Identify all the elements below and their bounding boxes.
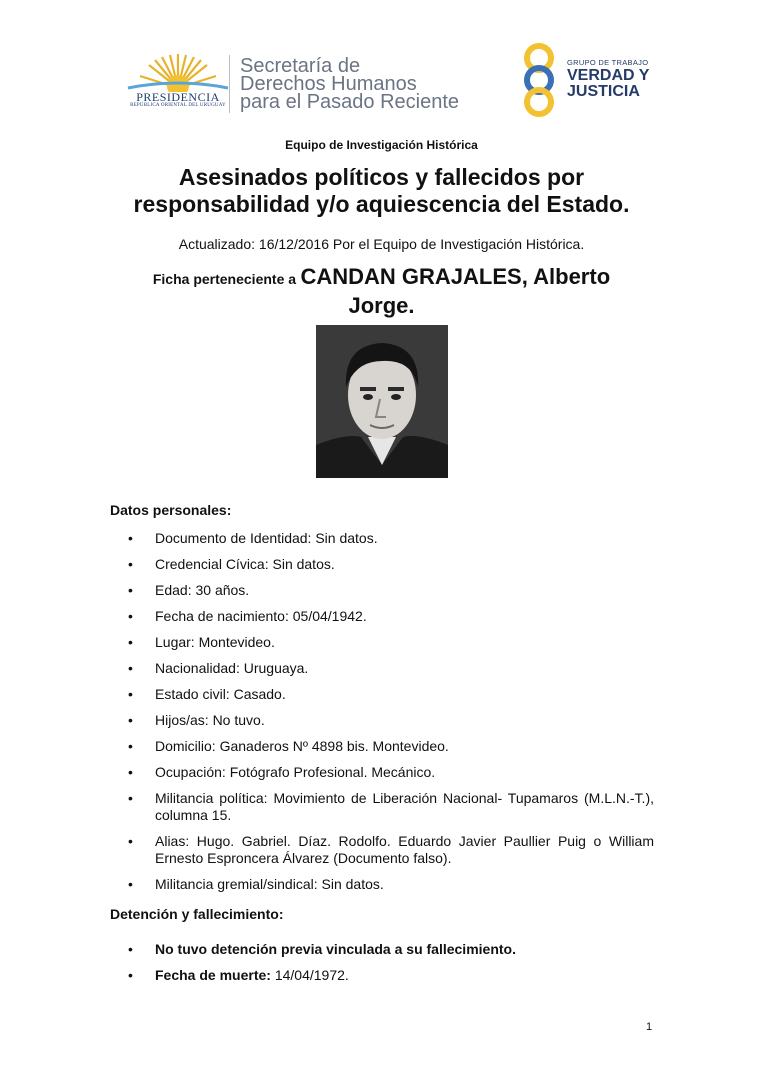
list-item: • Documento de Identidad: Sin datos. — [128, 530, 378, 546]
list-item: • Militancia gremial/sindical: Sin datos. — [128, 876, 384, 892]
list-item: • Nacionalidad: Uruguaya. — [128, 660, 309, 676]
list-item: • Estado civil: Casado. — [128, 686, 286, 702]
list-item: • Fecha de muerte: 14/04/1972. — [128, 967, 349, 983]
title-line-1: Asesinados políticos y fallecidos por — [178, 164, 585, 190]
datos-personales-list — [128, 530, 654, 902]
secretaria-line-1: Secretaría de — [240, 55, 361, 77]
updated-line: Actualizado: 16/12/2016 Por el Equipo de Investigación Histórica. — [178, 236, 585, 252]
secretaria-line-3: para el Pasado Reciente — [240, 91, 460, 113]
list-item: • Militancia política: Movimiento de Liberación Nacional- Tupamaros (M.L.N.-T.), columna 15. — [128, 790, 654, 823]
grupo-label: GRUPO DE TRABAJO — [567, 58, 649, 67]
person-name-line-1: CANDAN GRAJALES, Alberto — [300, 264, 611, 289]
presidencia-logo — [126, 52, 230, 114]
verdad-justicia-logo — [519, 42, 659, 120]
ficha-heading — [0, 264, 763, 319]
list-item: • Hijos/as: No tuvo. — [128, 712, 265, 728]
person-name-line-2: Jorge. — [348, 293, 415, 318]
detencion-heading: Detención y fallecimiento: — [110, 906, 284, 922]
title-line-2: responsabilidad y/o aquiescencia del Estado. — [133, 191, 630, 217]
list-item: • No tuvo detención previa vinculada a su fallecimiento. — [128, 941, 516, 957]
list-item: • Domicilio: Ganaderos Nº 4898 bis. Montevideo. — [128, 738, 449, 754]
sun-icon — [126, 52, 230, 92]
ficha-label: Ficha perteneciente a — [152, 271, 297, 287]
list-item: • Lugar: Montevideo. — [128, 634, 275, 650]
list-item: • Fecha de nacimiento: 05/04/1942. — [128, 608, 367, 624]
list-item: • Ocupación: Fotógrafo Profesional. Mecánico. — [128, 764, 436, 780]
presidencia-subtitle: REPÚBLICA ORIENTAL DEL URUGUAY — [130, 103, 226, 108]
secretaria-line-2: Derechos Humanos — [240, 73, 417, 95]
page-number: 1 — [646, 1021, 653, 1033]
list-item: • Credencial Cívica: Sin datos. — [128, 556, 335, 572]
secretaria-logo-text — [240, 57, 459, 111]
portrait-photo — [316, 325, 448, 478]
team-heading: Equipo de Investigación Histórica — [285, 138, 478, 152]
datos-personales-heading: Datos personales: — [110, 502, 232, 518]
grupo-line-2: JUSTICIA — [567, 83, 640, 100]
list-item: • Edad: 30 años. — [128, 582, 250, 598]
detencion-list — [128, 941, 654, 993]
grupo-line-1: VERDAD Y — [567, 67, 650, 84]
header-divider — [229, 55, 230, 113]
rings-icon — [519, 42, 565, 120]
page-title — [0, 164, 763, 218]
list-item: • Alias: Hugo. Gabriel. Díaz. Rodolfo. Eduardo Javier Paullier Puig o William Ernesto Esproncera Álvarez (Documento falso). — [128, 833, 654, 866]
presidencia-name: PRESIDENCIA — [136, 90, 220, 104]
